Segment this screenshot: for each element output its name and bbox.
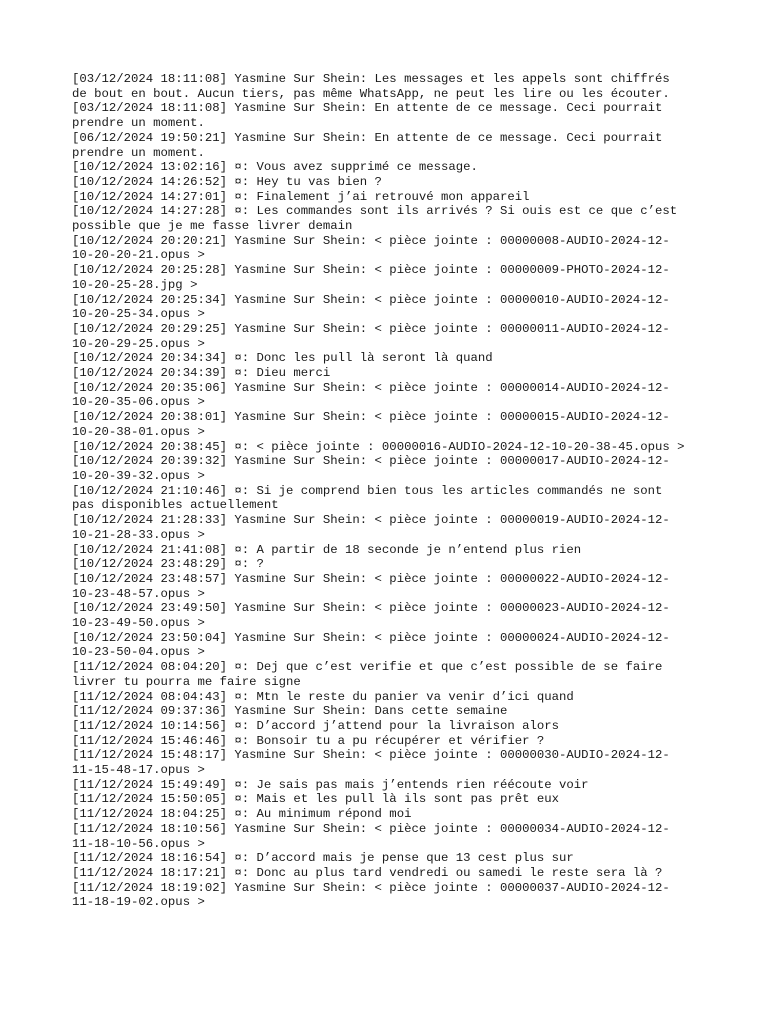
- transcript-line: [10/12/2024 23:49:50] Yasmine Sur Shein: < pièce jointe : 00000023-AUDIO-2024-12-: [72, 601, 670, 616]
- transcript-line: [10/12/2024 14:27:28] ¤: Les commandes sont ils arrivés ? Si ouis est ce que c’est: [72, 204, 678, 219]
- transcript-line: [11/12/2024 18:10:56] Yasmine Sur Shein: < pièce jointe : 00000034-AUDIO-2024-12-: [72, 821, 670, 836]
- transcript-line: 10-21-28-33.opus >: [72, 527, 205, 542]
- transcript-line: [10/12/2024 21:10:46] ¤: Si je comprend bien tous les articles commandés ne sont: [72, 483, 663, 498]
- transcript-line: [10/12/2024 20:35:06] Yasmine Sur Shein: < pièce jointe : 00000014-AUDIO-2024-12-: [72, 380, 670, 395]
- transcript-line: [10/12/2024 20:25:28] Yasmine Sur Shein: < pièce jointe : 00000009-PHOTO-2024-12-: [72, 263, 670, 278]
- transcript-line: [10/12/2024 20:34:34] ¤: Donc les pull là seront là quand: [72, 351, 493, 366]
- transcript-line: 10-23-50-04.opus >: [72, 645, 205, 660]
- transcript-line: [03/12/2024 18:11:08] Yasmine Sur Shein: En attente de ce message. Ceci pourrait: [72, 101, 663, 116]
- transcript-line: 10-20-25-28.jpg >: [72, 277, 198, 292]
- transcript-line: [10/12/2024 23:48:29] ¤: ?: [72, 557, 264, 572]
- transcript-line: [11/12/2024 18:19:02] Yasmine Sur Shein: < pièce jointe : 00000037-AUDIO-2024-12-: [72, 880, 670, 895]
- transcript-line: [11/12/2024 08:04:43] ¤: Mtn le reste du panier va venir d’ici quand: [72, 689, 574, 704]
- transcript-line: [11/12/2024 09:37:36] Yasmine Sur Shein: Dans cette semaine: [72, 704, 508, 719]
- transcript-line: [10/12/2024 23:50:04] Yasmine Sur Shein: < pièce jointe : 00000024-AUDIO-2024-12-: [72, 630, 670, 645]
- transcript-line: possible que je me fasse livrer demain: [72, 219, 353, 234]
- transcript-line: 11-18-19-02.opus >: [72, 895, 205, 910]
- transcript-line: [03/12/2024 18:11:08] Yasmine Sur Shein: Les messages et les appels sont chiffrés: [72, 72, 670, 86]
- transcript-line: [10/12/2024 20:29:25] Yasmine Sur Shein: < pièce jointe : 00000011-AUDIO-2024-12-: [72, 321, 670, 336]
- transcript-line: [11/12/2024 15:49:49] ¤: Je sais pas mais j’entends rien réécoute voir: [72, 777, 589, 792]
- transcript-line: de bout en bout. Aucun tiers, pas même WhatsApp, ne peut les lire ou les écouter.: [72, 86, 670, 101]
- transcript-line: [10/12/2024 23:48:57] Yasmine Sur Shein: < pièce jointe : 00000022-AUDIO-2024-12-: [72, 571, 670, 586]
- transcript-line: [11/12/2024 18:17:21] ¤: Donc au plus tard vendredi ou samedi le reste sera là ?: [72, 865, 663, 880]
- transcript-line: 11-15-48-17.opus >: [72, 763, 205, 778]
- transcript-line: 11-18-10-56.opus >: [72, 836, 205, 851]
- transcript-line: [10/12/2024 20:20:21] Yasmine Sur Shein: < pièce jointe : 00000008-AUDIO-2024-12-: [72, 233, 670, 248]
- transcript-line: 10-23-48-57.opus >: [72, 586, 205, 601]
- transcript-line: [10/12/2024 21:41:08] ¤: A partir de 18 seconde je n’entend plus rien: [72, 542, 582, 557]
- transcript-line: [11/12/2024 15:46:46] ¤: Bonsoir tu a pu récupérer et vérifier ?: [72, 733, 545, 748]
- transcript-line: pas disponibles actuellement: [72, 498, 279, 513]
- transcript-line: 10-20-35-06.opus >: [72, 395, 205, 410]
- transcript-line: [11/12/2024 15:48:17] Yasmine Sur Shein: < pièce jointe : 00000030-AUDIO-2024-12-: [72, 748, 670, 763]
- transcript-line: 10-20-20-21.opus >: [72, 248, 205, 263]
- transcript-line: 10-20-39-32.opus >: [72, 468, 205, 483]
- transcript-line: livrer tu pourra me faire signe: [72, 674, 301, 689]
- transcript-line: [06/12/2024 19:50:21] Yasmine Sur Shein: En attente de ce message. Ceci pourrait: [72, 130, 663, 145]
- transcript-line: [10/12/2024 14:27:01] ¤: Finalement j’ai retrouvé mon appareil: [72, 189, 530, 204]
- transcript-line: 10-20-29-25.opus >: [72, 336, 205, 351]
- transcript-line: [10/12/2024 14:26:52] ¤: Hey tu vas bien ?: [72, 174, 382, 189]
- transcript-line: [11/12/2024 18:16:54] ¤: D’accord mais je pense que 13 cest plus sur: [72, 851, 574, 866]
- transcript-line: [10/12/2024 20:39:32] Yasmine Sur Shein: < pièce jointe : 00000017-AUDIO-2024-12-: [72, 454, 670, 469]
- transcript-line: [11/12/2024 15:50:05] ¤: Mais et les pull là ils sont pas prêt eux: [72, 792, 560, 807]
- transcript-line: [10/12/2024 20:25:34] Yasmine Sur Shein: < pièce jointe : 00000010-AUDIO-2024-12-: [72, 292, 670, 307]
- transcript-line: [11/12/2024 10:14:56] ¤: D’accord j’attend pour la livraison alors: [72, 718, 560, 733]
- transcript-line: [11/12/2024 18:04:25] ¤: Au minimum répond moi: [72, 807, 412, 822]
- transcript-line: [11/12/2024 08:04:20] ¤: Dej que c’est verifie et que c’est possible de se faire: [72, 660, 663, 675]
- transcript-line: [10/12/2024 13:02:16] ¤: Vous avez supprimé ce message.: [72, 160, 478, 175]
- transcript-line: [10/12/2024 20:34:39] ¤: Dieu merci: [72, 366, 331, 381]
- transcript-line: [10/12/2024 20:38:01] Yasmine Sur Shein: < pièce jointe : 00000015-AUDIO-2024-12-: [72, 410, 670, 425]
- transcript-line: [10/12/2024 21:28:33] Yasmine Sur Shein: < pièce jointe : 00000019-AUDIO-2024-12-: [72, 513, 670, 528]
- transcript-line: [10/12/2024 20:38:45] ¤: < pièce jointe : 00000016-AUDIO-2024-12-10-20-38-45.opus >: [72, 439, 685, 454]
- transcript-line: prendre un moment.: [72, 116, 205, 131]
- transcript-line: 10-20-25-34.opus >: [72, 307, 205, 322]
- transcript-line: 10-23-49-50.opus >: [72, 616, 205, 631]
- chat-transcript: [72, 72, 712, 910]
- transcript-line: prendre un moment.: [72, 145, 205, 160]
- transcript-line: 10-20-38-01.opus >: [72, 424, 205, 439]
